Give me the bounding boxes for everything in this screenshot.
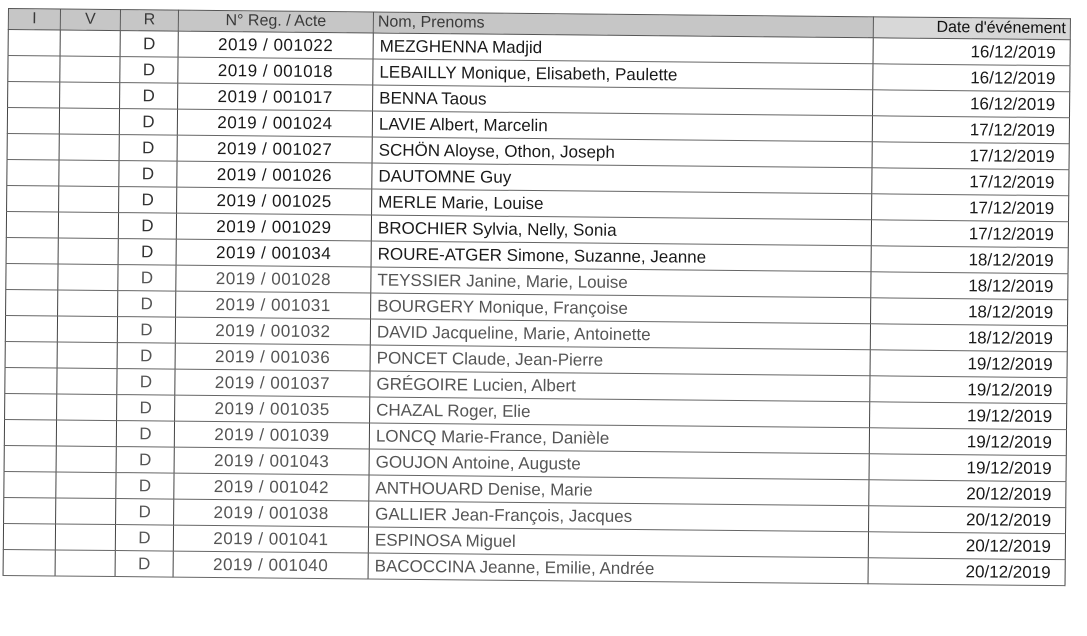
cell-date-evenement: 18/12/2019 (870, 324, 1067, 352)
cell-r: D (117, 343, 175, 370)
cell-v (58, 212, 118, 239)
cell-nom-prenoms: ESPINOSA Miguel (368, 527, 868, 558)
cell-v (57, 368, 117, 395)
cell-r: D (118, 239, 176, 266)
cell-date-evenement: 16/12/2019 (873, 38, 1070, 66)
cell-v (55, 550, 115, 577)
cell-date-evenement: 17/12/2019 (872, 194, 1069, 222)
cell-i (5, 393, 57, 419)
cell-date-evenement: 20/12/2019 (869, 506, 1066, 534)
cell-nom-prenoms: LONCQ Marie-France, Danièle (369, 423, 869, 454)
cell-i (7, 108, 59, 134)
cell-reg-acte: 2019 / 001042 (174, 473, 369, 501)
cell-r: D (119, 187, 177, 214)
cell-r: D (116, 421, 174, 448)
header-nom-prenoms: Nom, Prenoms (373, 12, 873, 38)
cell-reg-acte: 2019 / 001037 (175, 369, 370, 397)
cell-nom-prenoms: DAUTOMNE Guy (372, 163, 872, 194)
cell-nom-prenoms: ANTHOUARD Denise, Marie (369, 475, 869, 506)
cell-nom-prenoms: BROCHIER Sylvia, Nelly, Sonia (371, 215, 871, 246)
cell-r: D (116, 447, 174, 474)
cell-date-evenement: 18/12/2019 (871, 298, 1068, 326)
cell-v (60, 56, 120, 83)
cell-reg-acte: 2019 / 001038 (174, 499, 369, 527)
cell-v (58, 264, 118, 291)
cell-r: D (117, 317, 175, 344)
cell-r: D (118, 213, 176, 240)
cell-date-evenement: 20/12/2019 (868, 532, 1065, 560)
cell-r: D (120, 83, 178, 110)
cell-reg-acte: 2019 / 001018 (178, 57, 373, 85)
cell-i (4, 419, 56, 445)
cell-nom-prenoms: BOURGERY Monique, Françoise (371, 293, 871, 324)
cell-reg-acte: 2019 / 001034 (176, 239, 371, 267)
cell-nom-prenoms: GALLIER Jean-François, Jacques (369, 501, 869, 532)
cell-i (4, 497, 56, 523)
cell-date-evenement: 19/12/2019 (869, 454, 1066, 482)
cell-reg-acte: 2019 / 001035 (175, 395, 370, 423)
cell-reg-acte: 2019 / 001043 (174, 447, 369, 475)
cell-nom-prenoms: GRÉGOIRE Lucien, Albert (370, 371, 870, 402)
cell-date-evenement: 16/12/2019 (873, 90, 1070, 118)
cell-i (3, 523, 55, 549)
cell-r: D (118, 265, 176, 292)
cell-reg-acte: 2019 / 001024 (177, 109, 372, 137)
cell-i (6, 211, 58, 237)
header-v: V (60, 9, 120, 31)
cell-reg-acte: 2019 / 001040 (173, 551, 368, 579)
cell-r: D (119, 161, 177, 188)
cell-i (6, 237, 58, 263)
cell-v (60, 30, 120, 57)
cell-date-evenement: 19/12/2019 (870, 350, 1067, 378)
cell-date-evenement: 17/12/2019 (871, 220, 1068, 248)
cell-date-evenement: 17/12/2019 (872, 168, 1069, 196)
cell-v (58, 290, 118, 317)
cell-date-evenement: 19/12/2019 (870, 376, 1067, 404)
cell-nom-prenoms: MEZGHENNA Madjid (373, 33, 873, 64)
header-i: I (8, 9, 60, 30)
cell-nom-prenoms: ROURE-ATGER Simone, Suzanne, Jeanne (371, 241, 871, 272)
cell-i (7, 185, 59, 211)
cell-date-evenement: 17/12/2019 (872, 116, 1069, 144)
cell-date-evenement: 19/12/2019 (869, 428, 1066, 456)
cell-i (5, 367, 57, 393)
cell-nom-prenoms: SCHÖN Aloyse, Othon, Joseph (372, 137, 872, 168)
cell-i (4, 471, 56, 497)
cell-v (55, 524, 115, 551)
cell-nom-prenoms: LEBAILLY Monique, Elisabeth, Paulette (373, 59, 873, 90)
cell-nom-prenoms: TEYSSIER Janine, Marie, Louise (371, 267, 871, 298)
cell-r: D (115, 551, 173, 578)
cell-reg-acte: 2019 / 001039 (174, 421, 369, 449)
cell-date-evenement: 20/12/2019 (868, 558, 1065, 586)
cell-v (56, 498, 116, 525)
cell-r: D (120, 31, 178, 58)
cell-nom-prenoms: DAVID Jacqueline, Marie, Antoinette (370, 319, 870, 350)
cell-reg-acte: 2019 / 001041 (173, 525, 368, 553)
cell-date-evenement: 16/12/2019 (873, 64, 1070, 92)
cell-r: D (120, 57, 178, 84)
cell-nom-prenoms: LAVIE Albert, Marcelin (372, 111, 872, 142)
register-sheet (3, 8, 1070, 586)
cell-i (8, 30, 60, 56)
cell-i (8, 56, 60, 82)
cell-v (57, 342, 117, 369)
cell-date-evenement: 19/12/2019 (870, 402, 1067, 430)
cell-reg-acte: 2019 / 001028 (176, 265, 371, 293)
cell-i (4, 445, 56, 471)
cell-i (6, 289, 58, 315)
cell-nom-prenoms: CHAZAL Roger, Elie (370, 397, 870, 428)
cell-v (57, 316, 117, 343)
cell-v (60, 82, 120, 109)
cell-r: D (118, 291, 176, 318)
cell-r: D (119, 109, 177, 136)
cell-reg-acte: 2019 / 001031 (176, 291, 371, 319)
cell-i (8, 82, 60, 108)
cell-nom-prenoms: MERLE Marie, Louise (372, 189, 872, 220)
cell-reg-acte: 2019 / 001017 (178, 83, 373, 111)
cell-nom-prenoms: PONCET Claude, Jean-Pierre (370, 345, 870, 376)
cell-date-evenement: 18/12/2019 (871, 246, 1068, 274)
cell-date-evenement: 17/12/2019 (872, 142, 1069, 170)
header-reg-acte: N° Reg. / Acte (178, 10, 373, 33)
cell-r: D (117, 395, 175, 422)
cell-nom-prenoms: BENNA Taous (373, 85, 873, 116)
cell-v (57, 394, 117, 421)
cell-reg-acte: 2019 / 001029 (176, 213, 371, 241)
cell-v (59, 186, 119, 213)
cell-i (5, 315, 57, 341)
cell-r: D (116, 499, 174, 526)
cell-nom-prenoms: BACOCCINA Jeanne, Emilie, Andrée (368, 553, 868, 584)
cell-r: D (116, 473, 174, 500)
cell-i (7, 159, 59, 185)
cell-v (59, 134, 119, 161)
cell-nom-prenoms: GOUJON Antoine, Auguste (369, 449, 869, 480)
cell-r: D (117, 369, 175, 396)
cell-reg-acte: 2019 / 001036 (175, 343, 370, 371)
cell-reg-acte: 2019 / 001032 (175, 317, 370, 345)
cell-r: D (115, 525, 173, 552)
cell-reg-acte: 2019 / 001026 (177, 161, 372, 189)
cell-date-evenement: 18/12/2019 (871, 272, 1068, 300)
cell-i (6, 263, 58, 289)
register-table (3, 8, 1071, 586)
header-r: R (120, 10, 178, 32)
cell-i (3, 549, 55, 575)
cell-v (59, 160, 119, 187)
cell-reg-acte: 2019 / 001025 (177, 187, 372, 215)
cell-reg-acte: 2019 / 001027 (177, 135, 372, 163)
cell-i (7, 133, 59, 159)
cell-i (5, 341, 57, 367)
header-date-evenement: Date d'événement (873, 17, 1070, 40)
cell-date-evenement: 20/12/2019 (869, 480, 1066, 508)
cell-v (59, 108, 119, 135)
cell-v (56, 472, 116, 499)
cell-v (56, 446, 116, 473)
cell-reg-acte: 2019 / 001022 (178, 31, 373, 59)
cell-v (58, 238, 118, 265)
cell-r: D (119, 135, 177, 162)
register-rows (3, 30, 1070, 586)
cell-v (56, 420, 116, 447)
